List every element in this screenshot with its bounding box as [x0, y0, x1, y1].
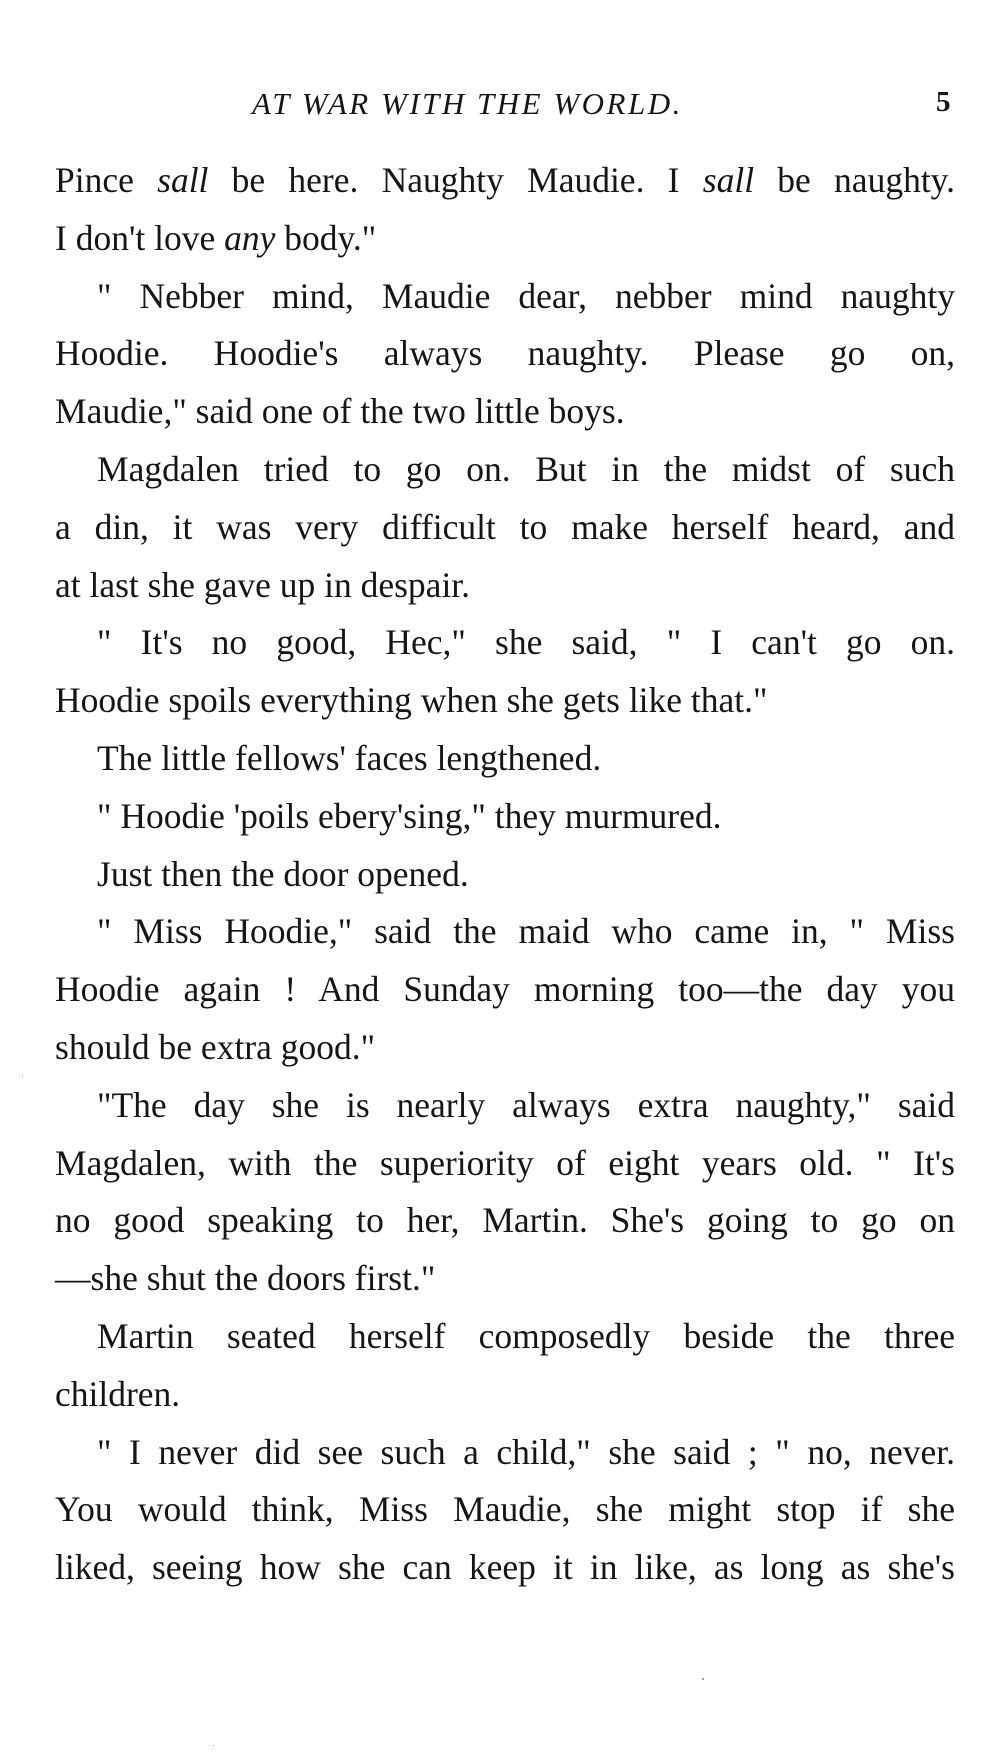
text-line: children.	[55, 1373, 181, 1414]
text-line: should be extra good."	[55, 1026, 376, 1067]
text-line: no good speaking to her, Martin. She's going to go on	[55, 1200, 955, 1241]
text-line: The little fellows' faces lengthened.	[97, 737, 602, 778]
text-line: "The day she is nearly always extra naughty," said	[97, 1084, 955, 1125]
text-line: —she shut the doors first."	[55, 1258, 436, 1299]
running-head	[0, 86, 1000, 126]
print-speck	[22, 1076, 23, 1077]
text-line: a din, it was very difficult to make herself heard, and	[55, 506, 955, 547]
text-line: Hoodie again ! And Sunday morning too—the day you	[55, 969, 955, 1010]
text-line: at last she gave up in despair.	[55, 564, 471, 605]
text-line: Hoodie. Hoodie's always naughty. Please go on,	[55, 333, 955, 374]
text-line: " I never did see such a child," she said ; " no, never.	[97, 1431, 955, 1472]
text-line: Magdalen tried to go on. But in the midst of such	[97, 448, 955, 489]
text-line: Pince sall be here. Naughty Maudie. I sall be naughty.	[55, 160, 955, 200]
print-speck	[702, 1678, 704, 1680]
text-line: Just then the door opened.	[97, 853, 469, 894]
text-line: Hoodie spoils everything when she gets like that."	[55, 680, 768, 721]
text-line: " Nebber mind, Maudie dear, nebber mind naughty	[97, 275, 955, 316]
text-line: " Miss Hoodie," said the maid who came in, " Miss	[97, 911, 955, 952]
print-speck	[213, 1745, 214, 1746]
text-line: liked, seeing how she can keep it in like, as long as she's	[55, 1547, 955, 1588]
text-line: I don't love any body."	[55, 217, 377, 258]
text-line: Maudie," said one of the two little boys.	[55, 391, 625, 432]
page-number: 5	[936, 86, 951, 118]
text-line: " Hoodie 'poils ebery'sing," they murmured.	[97, 795, 722, 836]
text-line: Magdalen, with the superiority of eight years old. " It's	[55, 1142, 955, 1183]
running-title: AT WAR WITH THE WORLD.	[252, 86, 683, 121]
body-text	[55, 152, 955, 1597]
text-line: You would think, Miss Maudie, she might stop if she	[55, 1489, 955, 1530]
text-line: Martin seated herself composedly beside the three	[97, 1315, 955, 1356]
text-line: " It's no good, Hec," she said, " I can't go on.	[97, 622, 955, 663]
